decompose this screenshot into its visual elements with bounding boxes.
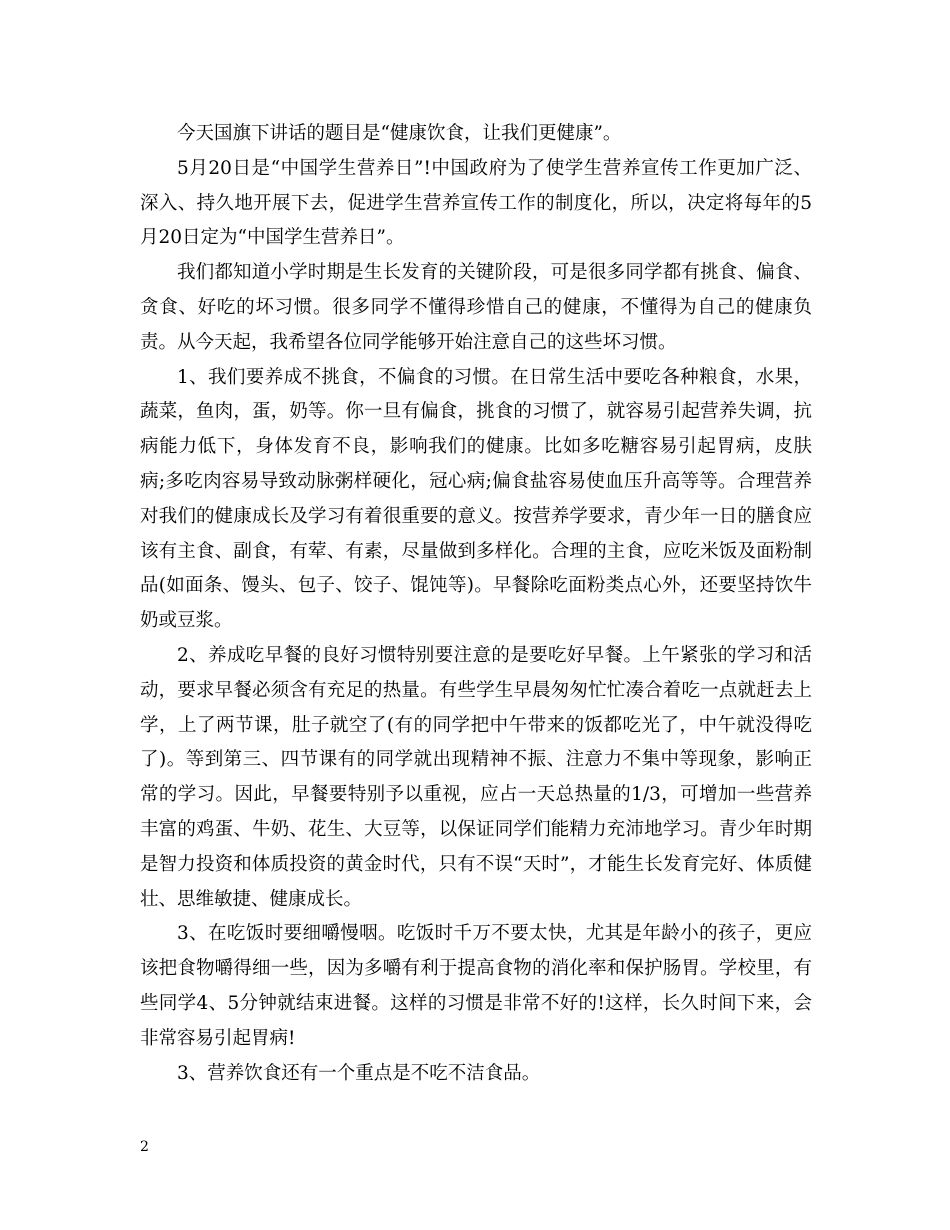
document-body <box>140 117 812 1091</box>
paragraph-topic: 今天国旗下讲话的题目是“健康饮食，让我们更健康”。 <box>177 123 622 144</box>
paragraph-bad-habits: 我们都知道小学时期是生长发育的关键阶段，可是很多同学都有挑食、偏食、贪食、好吃的坏习惯。很多同学不懂得珍惜自己的健康，不懂得为自己的健康负责。从今天起，我希望各位同学能够开始注意自己的这些坏习惯。 <box>140 262 812 353</box>
paragraph-nutrition-day: 5月20日是“中国学生营养日”!中国政府为了使学生营养宣传工作更加广泛、深入、持久地开展下去，促进学生营养宣传工作的制度化，所以，决定将每年的5月20日定为“中国学生营养日”。 <box>140 157 812 249</box>
paragraph-point-3: 3、在吃饭时要细嚼慢咽。吃饭时千万不要太快，尤其是年龄小的孩子，更应该把食物嚼得细一些，因为多嚼有利于提高食物的消化率和保护肠胃。学校里，有些同学4、5分钟就结束进餐。这样的习惯是非常不好的!这样，长久时间下来，会非常容易引起胃病! <box>140 923 812 1049</box>
paragraph-point-2: 2、养成吃早餐的良好习惯特别要注意的是要吃好早餐。上午紧张的学习和活动，要求早餐必须含有充足的热量。有些学生早晨匆匆忙忙凑合着吃一点就赶去上学，上了两节课，肚子就空了(有的同学把中午带来的饭都吃光了，中午就没得吃了)。等到第三、四节课有的同学就出现精神不振、注意力不集中等现象，影响正常的学习。因此，早餐要特别予以重视，应占一天总热量的1/3，可增加一些营养丰富的鸡蛋、牛奶、花生、大豆等，以保证同学们能精力充沛地学习。青少年时期是智力投资和体质投资的黄金时代，只有不误“天时”，才能生长发育完好、体质健壮、思维敏捷、健康成长。 <box>140 644 812 910</box>
paragraph-point-1: 1、我们要养成不挑食，不偏食的习惯。在日常生活中要吃各种粮食，水果，蔬菜，鱼肉，蛋，奶等。你一旦有偏食，挑食的习惯了，就容易引起营养失调，抗病能力低下，身体发育不良，影响我们的健康。比如多吃糖容易引起胃病，皮肤病;多吃肉容易导致动脉粥样硬化，冠心病;偏食盐容易使血压升高等等。合理营养对我们的健康成长及学习有着很重要的意义。按营养学要求，青少年一日的膳食应该有主食、副食，有荤、有素，尽量做到多样化。合理的主食，应吃米饭及面粉制品(如面条、馒头、包子、饺子、馄饨等)。早餐除吃面粉类点心外，还要坚持饮牛奶或豆浆。 <box>140 366 812 632</box>
page-number: 2 <box>140 1139 149 1155</box>
paragraph-point-4: 3、营养饮食还有一个重点是不吃不洁食品。 <box>177 1062 541 1084</box>
